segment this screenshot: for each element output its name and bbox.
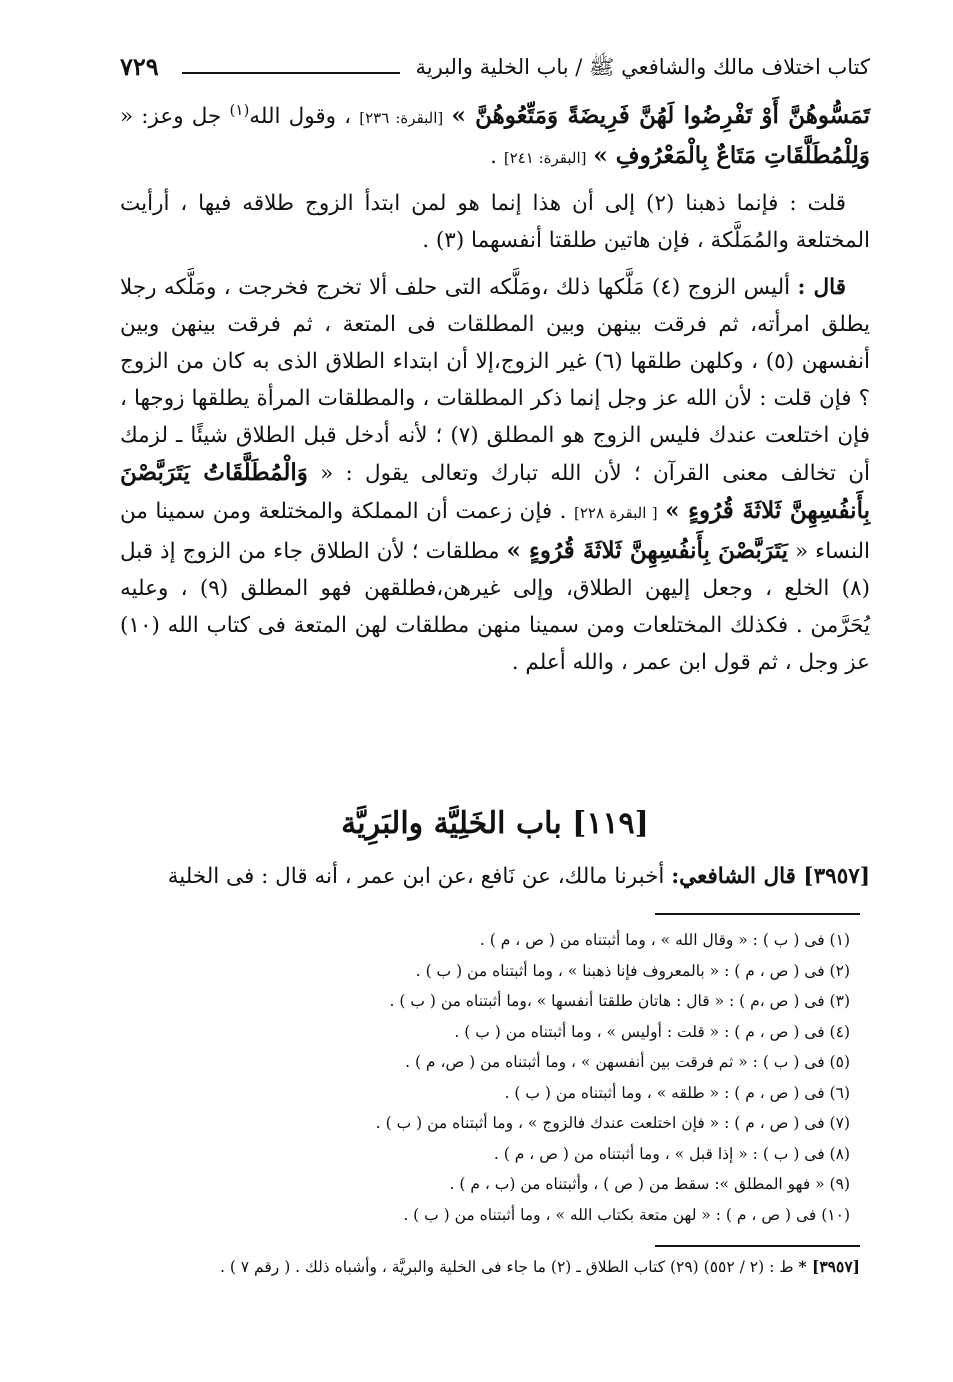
report-line [120,858,870,895]
body-text: مطلقات ؛ لأن الطلاق جاء من الزوج إذ قبل (٨) الخلع ، وجعل إليهن الطلاق، وإلى غيرهن،فطلقهن فهو المطلق (٩) ، وعليه يُحَرَّمن . فكذلك المختلعات ومن سمينا منهن مطلقات لهن المتعة فى كتاب الله (١٠) عز وجل ، ثم قول ابن عمر ، والله أعلم . [120,539,870,676]
paragraph-2 [120,185,870,259]
quran-verse: تَمَسُّوهُنَّ أَوْ تَفْرِضُوا لَهُنَّ فَرِيضَةً وَمَتِّعُوهُنَّ » [451,102,870,130]
footnote: (٥) فى ( ب ) : « ثم فرقت بين أنفسهن » ، وما أثبتناه من ( ص، م ) . [405,1053,850,1071]
header-title: كتاب اختلاف مالك والشافعي ﷺ / باب الخلية والبرية [415,55,870,79]
footnote: (٨) فى ( ب ) : « إذا قبل » ، وما أثبتناه من ( ص ، م ) . [493,1144,850,1163]
page-number: ٧٢٩ [120,52,159,81]
paragraph-1 [120,92,870,177]
footnote: (٦) فى ( ص ، م ) : « طلقه » ، وما أثبتناه من ( ب ) . [504,1083,850,1102]
footnote: (١) فى ( ب ) : « وقال الله » ، وما أثبتناه من ( ص ، م ) . [479,931,850,949]
header-rule [182,72,400,74]
source-divider [655,1245,860,1247]
report-number: [٣٩٥٧] قال الشافعي: [671,864,870,889]
body-text: ، وقول الله [249,104,352,130]
body-text: أليس الزوج (٤) مَلَّكها ذلك ،ومَلَّكه التى حلف ألا تخرج فخرجت ، ومَلَّكه رجلا يطلق امرأته، ثم فرقت بينهن وبين المطلقات فى المتعة ، ثم فرقت بينهن وبين أنفسهن (٥) ، وكلهن طلقها (٦) غير الزوج،إلا أن ابتداء الطلاق الذى به كان من الزوج ؟ فإن قلت : لأن الله عز وجل إنما ذكر المطلقات ، والمطلقات المرأة يطلقها زوجها ، فإن اختلعت عندك فليس الزوج هو المطلق (٧) ؛ لأنه أدخل قبل الطلاق شيئًا ـ لزمك أن تخالف معنى القرآن ؛ لأن الله تبارك وتعالى يقول : « [120,275,871,487]
source-text: ط : (٢ / ٥٥٢) (٢٩) كتاب الطلاق ـ (٢) ما جاء فى الخلية والبريَّة ، وأشباه ذلك . ( رقم ٧ ) . [219,1258,794,1276]
body-text: . فإن زعمت أن المملكة والمختلعة ومن سمينا من النساء « [120,499,870,565]
verse-citation: [البقرة: ٢٤١] [503,149,587,168]
main-text [120,92,870,691]
footnote: (٧) فى ( ص ، م ) : « فإن اختلعت عندك فالزوج » ، وما أثبتناه من ( ب ) . [375,1114,850,1132]
quran-verse: وَالْمُطَلَّقَاتُ يَتَرَبَّصْنَ بِأَنفُسِهِنَّ ثَلاثَةَ قُرُوءٍ » [120,459,870,525]
paragraph-3 [120,269,870,681]
chapter-heading: [١١٩] باب الخَلِيَّة والبَرِيَّة [341,806,649,841]
speaker-lead: قال : [797,275,846,301]
report-text: أخبرنا مالك، عن نَافع ،عن ابن عمر ، أنه قال : فى الخلية [167,864,665,889]
footnote: (١٠) فى ( ص ، م ) : « لهن متعة بكتاب الله » ، وما أثبتناه من ( ب ) . [403,1205,850,1224]
source-note [120,1252,860,1282]
footnote: (٤) فى ( ص ، م ) : « قلت : أوليس » ، وما أثبتناه من ( ب ) . [454,1022,850,1041]
footnotes [300,925,850,1230]
verse-citation: [البقرة: ٢٣٦] [359,109,444,128]
source-number: [٣٩٥٧] * [798,1257,860,1276]
footnote: (٩) « فهو المطلق »: سقط من ( ص ) ، وأثبتناه من (ب ، م ) . [449,1175,850,1193]
body-text: جل وعز: « [120,104,222,130]
footnote-divider [655,913,860,915]
body-text: قلت : فإنما ذهبنا (٢) إلى أن هذا إنما هو لمن ابتدأ الزوج طلاقه فيها ، أرأيت المختلعة والمُمَلَّكة ، فإن هاتين طلقتا أنفسهما (٣) . [120,191,870,254]
footnote: (٣) فى ( ص ،م ) : « قال : هاتان طلقتا أنفسها » ،وما أثبتناه من ( ب ) . [389,992,850,1010]
footnote: (٢) فى ( ص ، م ) : « بالمعروف فإنا ذهبنا » ، وما أثبتناه من ( ب ) . [415,961,850,980]
quran-verse: يَتَرَبَّصْنَ بِأَنفُسِهِنَّ ثَلاثَةَ قُرُوءٍ » [506,537,788,565]
body-text: . [490,144,497,170]
running-header [120,50,870,90]
verse-citation: [ البقرة ٢٢٨] [573,504,658,523]
footnote-ref: (١) [229,101,250,119]
quran-verse: وَلِلْمُطَلَّقَاتِ مَتَاعٌ بِالْمَعْرُوفِ » [593,142,870,170]
